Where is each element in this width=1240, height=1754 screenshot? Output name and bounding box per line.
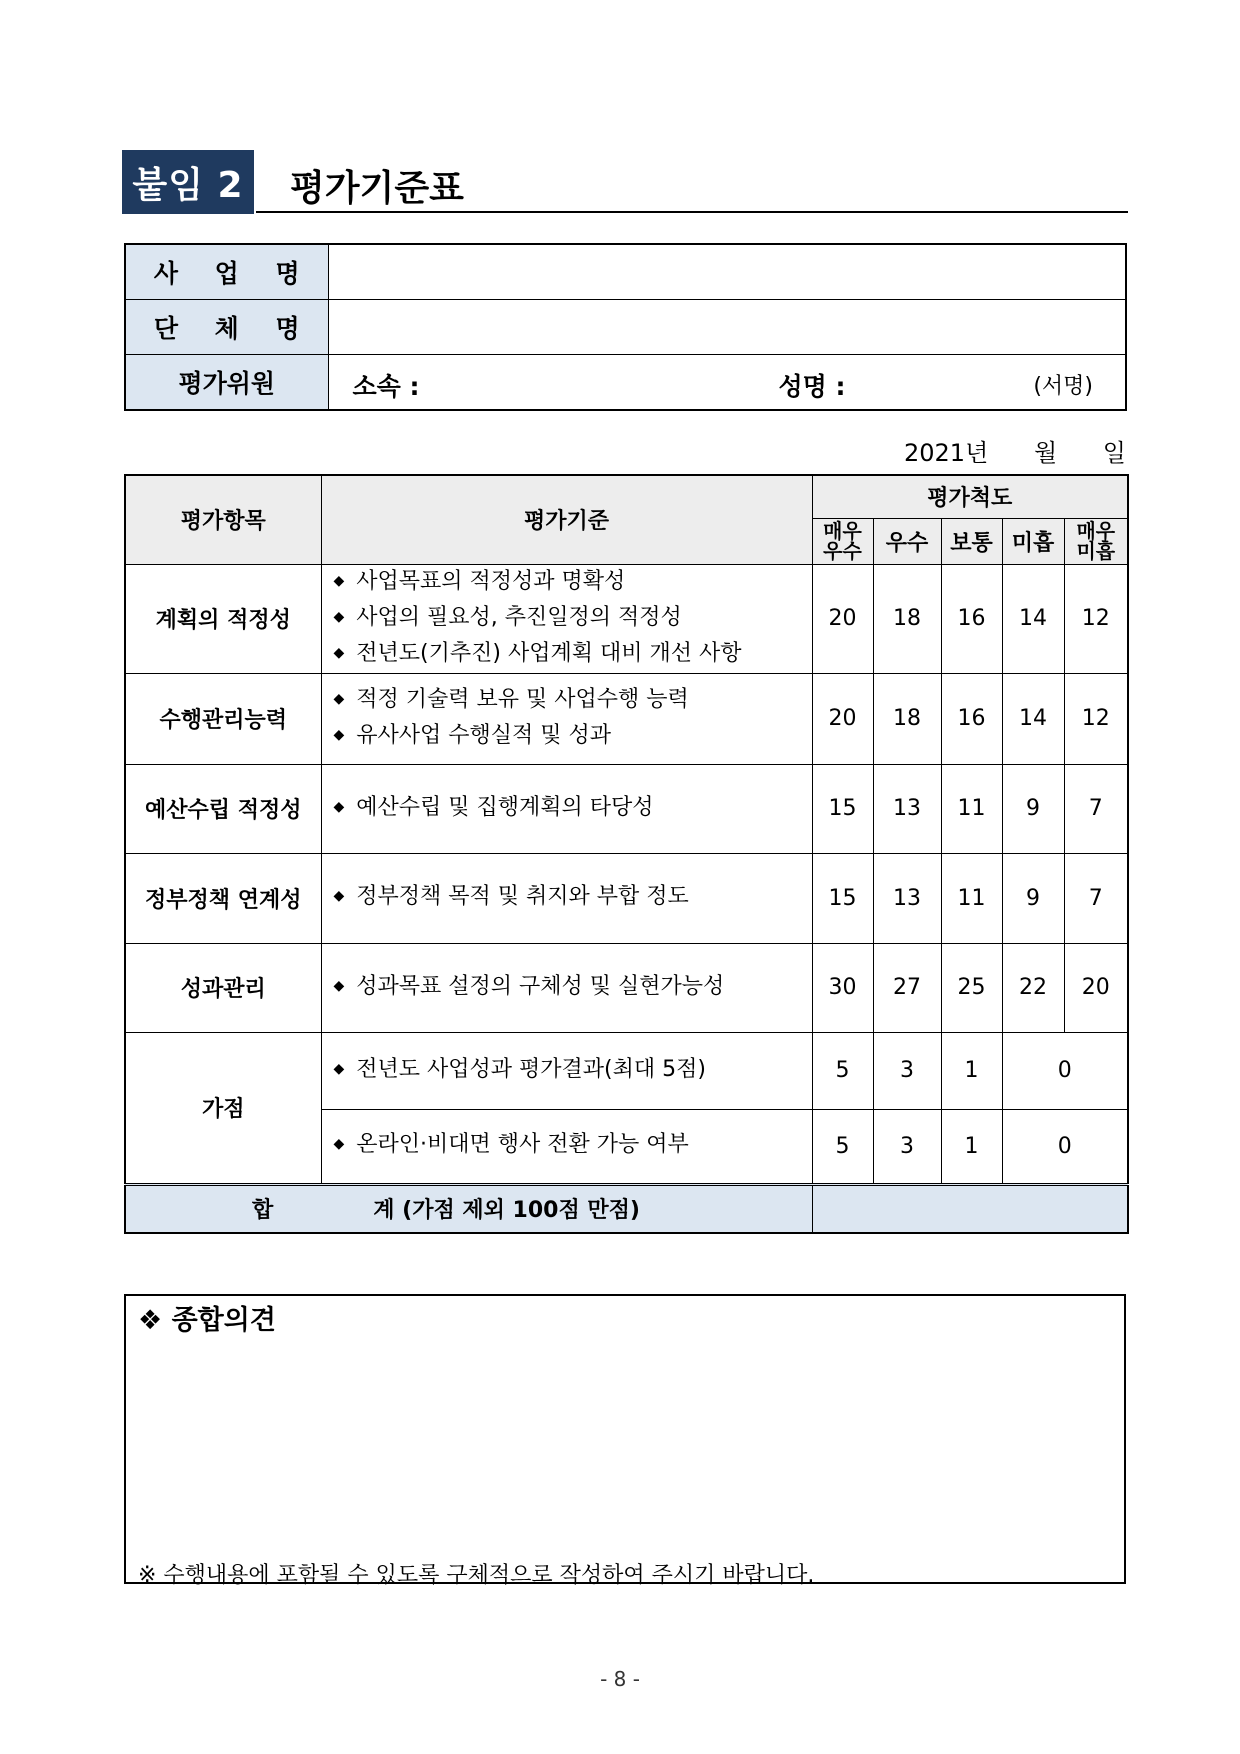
score-cell[interactable]: 15 [812,853,873,943]
criteria-item [334,791,812,827]
evaluation-table [124,474,1129,1234]
category-cell: 계획의 적정성 [125,564,321,673]
org-name-row [125,300,1126,355]
scale-header: 매우 미흡 [1064,518,1128,564]
score-cell[interactable]: 11 [941,853,1002,943]
score-cell[interactable]: 7 [1064,764,1128,853]
criteria-row [125,564,1128,673]
score-cell[interactable]: 25 [941,943,1002,1032]
score-cell[interactable]: 18 [873,564,941,673]
diamond-bullet-icon: ◆ [333,798,345,815]
score-cell[interactable]: 7 [1064,853,1128,943]
criteria-item [334,970,812,1006]
criteria-cell [321,853,812,943]
criteria-item [334,683,812,719]
score-cell[interactable]: 20 [1064,943,1128,1032]
date-day: 일 [1102,439,1126,467]
criteria-cell [321,943,812,1032]
score-cell[interactable]: 20 [812,564,873,673]
org-name-field[interactable] [328,300,1126,355]
evaluator-row [125,355,1126,411]
score-cell[interactable]: 3 [873,1032,941,1109]
score-cell[interactable]: 11 [941,764,1002,853]
score-cell[interactable]: 12 [1064,673,1128,764]
criteria-row [125,764,1128,853]
criteria-cell [321,673,812,764]
date-line [904,433,1126,468]
score-cell[interactable]: 16 [941,673,1002,764]
diamond-bullet-icon: ◆ [333,1136,345,1152]
header-row [125,475,1128,518]
evaluator-field[interactable] [328,355,1126,411]
criteria-text: 전년도 사업성과 평가결과(최대 5점) [356,1056,706,1082]
evaluator-label: 평가위원 [125,355,328,411]
score-cell[interactable]: 15 [812,764,873,853]
criteria-row [125,673,1128,764]
opinion-title: ❖ 종합의견 [138,1305,276,1336]
diamond-bullet-icon: ◆ [333,1060,345,1077]
scale-header: 매우 우수 [812,518,873,564]
criteria-cell [321,1032,812,1109]
criteria-text: 사업목표의 적정성과 명확성 [356,568,626,594]
criteria-text: 적정 기술력 보유 및 사업수행 능력 [356,686,689,712]
scale-header: 보통 [941,518,1002,564]
category-cell: 예산수립 적정성 [125,764,321,853]
diamond-bullet-icon: ◆ [333,644,345,661]
total-label-sum: 합 [252,1198,274,1223]
score-cell[interactable]: 0 [1002,1109,1128,1184]
criteria-item [334,880,812,916]
business-name-field[interactable] [328,244,1126,300]
col-criteria-header: 평가기준 [321,475,812,564]
total-score-cell[interactable] [812,1184,1128,1233]
header-divider [256,211,1128,213]
scale-header: 우수 [873,518,941,564]
diamond-bullet-icon: ◆ [333,690,345,707]
date-year: 2021년 [904,439,989,467]
diamond-bullet-icon: ◆ [333,608,345,625]
col-scale-header: 평가척도 [812,475,1128,518]
diamond-bullet-icon: ◆ [333,726,345,743]
attachment-badge: 붙임 2 [122,150,254,214]
category-cell: 정부정책 연계성 [125,853,321,943]
criteria-item [334,637,812,673]
score-cell[interactable]: 1 [941,1032,1002,1109]
bonus-row [125,1032,1128,1109]
score-cell[interactable]: 0 [1002,1032,1128,1109]
score-cell[interactable]: 13 [873,764,941,853]
total-label-detail: 계 (가점 제외 100점 만점) [373,1198,640,1223]
score-cell[interactable]: 9 [1002,764,1064,853]
scale-header: 미흡 [1002,518,1064,564]
bonus-category-cell: 가점 [125,1032,321,1184]
score-cell[interactable]: 3 [873,1109,941,1184]
signature-label: (서명) [1033,374,1093,399]
criteria-cell [321,1109,812,1184]
evaluator-name-label: 성명 : [778,372,846,401]
criteria-text: 유사사업 수행실적 및 성과 [356,722,612,748]
score-cell[interactable]: 12 [1064,564,1128,673]
criteria-text: 예산수립 및 집행계획의 타당성 [356,794,654,820]
criteria-item [334,1128,812,1164]
score-cell[interactable]: 16 [941,564,1002,673]
category-cell: 성과관리 [125,943,321,1032]
score-cell[interactable]: 20 [812,673,873,764]
score-cell[interactable]: 30 [812,943,873,1032]
date-month: 월 [1033,439,1058,467]
page-title: 평가기준표 [290,168,464,209]
score-cell[interactable]: 5 [812,1109,873,1184]
score-cell[interactable]: 9 [1002,853,1064,943]
diamond-bullet-icon: ◆ [333,977,345,994]
business-name-label: 사 업 명 [125,244,328,300]
criteria-row [125,853,1128,943]
score-cell[interactable]: 27 [873,943,941,1032]
total-label [125,1184,812,1233]
opinion-box[interactable] [124,1294,1126,1588]
category-cell: 수행관리능력 [125,673,321,764]
criteria-item [334,601,812,637]
score-cell[interactable]: 18 [873,673,941,764]
col-item-header: 평가항목 [125,475,321,564]
criteria-item [334,1053,812,1089]
diamond-bullet-icon: ◆ [333,572,345,589]
score-cell[interactable]: 22 [1002,943,1064,1032]
org-name-label: 단 체 명 [125,300,328,355]
score-cell[interactable]: 13 [873,853,941,943]
info-table [124,243,1127,411]
business-name-row [125,244,1126,300]
score-cell[interactable]: 1 [941,1109,1002,1184]
page-number: - 8 - [600,1667,640,1691]
total-row [125,1184,1128,1233]
affiliation-label: 소속 : [352,372,420,401]
criteria-item [334,565,812,601]
criteria-cell [321,564,812,673]
diamond-bullet-icon: ◆ [333,888,345,904]
criteria-text: 온라인·비대면 행사 전환 가능 여부 [356,1132,689,1157]
criteria-cell [321,764,812,853]
score-cell[interactable]: 14 [1002,564,1064,673]
criteria-text: 성과목표 설정의 구체성 및 실현가능성 [356,973,725,999]
criteria-text: 사업의 필요성, 추진일정의 적정성 [356,604,682,630]
opinion-note: ※ 수행내용에 포함될 수 있도록 구체적으로 작성하여 주시기 바랍니다. [138,1563,815,1588]
criteria-item [334,719,812,755]
criteria-text: 정부정책 목적 및 취지와 부합 정도 [356,884,689,909]
score-cell[interactable]: 5 [812,1032,873,1109]
criteria-row [125,943,1128,1032]
criteria-text: 전년도(기추진) 사업계획 대비 개선 사항 [356,640,742,666]
score-cell[interactable]: 14 [1002,673,1064,764]
